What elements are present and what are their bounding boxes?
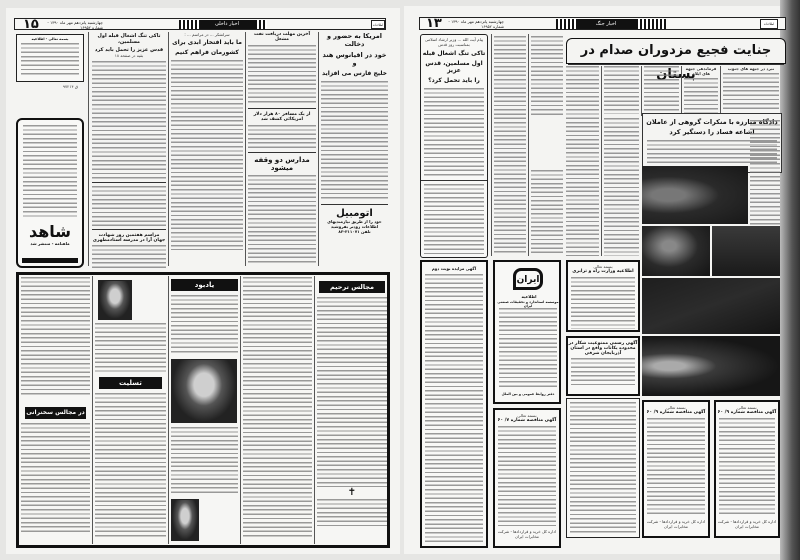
article-headline: قدس عزیز را تحمل باید کرد: [94, 47, 164, 53]
box-headline: تاکی تنگ اشغال قبله: [422, 50, 486, 57]
article-headline: مراسم هفتمین روز شهادت: [98, 233, 160, 238]
column-rule: [318, 32, 319, 266]
ad-kicker: بسمه تعالی: [517, 413, 537, 418]
obituary-notice: [95, 393, 166, 539]
ad-tender-3: [493, 408, 561, 548]
column-rule: [641, 66, 642, 116]
lead-headline: امریکا به حضور و دخالت: [326, 32, 383, 48]
ad-footer: اداره کل خرید و قراردادها - شرکت مخابرات ایران: [646, 519, 706, 529]
divider: [421, 180, 487, 181]
obituary-notice: [243, 277, 312, 539]
condolence-banner: تسلیت: [99, 377, 162, 389]
obituary-column-4: [243, 277, 312, 543]
right-page-masthead: [419, 17, 786, 30]
obituary-column-1: [21, 277, 90, 543]
ad-title: اطلاعیه وزارت راه و ترابری: [572, 269, 634, 274]
article-body: [248, 175, 316, 265]
article-body: [321, 81, 388, 201]
ad-tender-1: [714, 400, 780, 538]
column-rule: [240, 276, 241, 544]
ad-title: محدوده یکانات واقع در استان: [570, 346, 636, 351]
ad-tender-2: [642, 400, 710, 538]
ad-body: [571, 358, 635, 388]
divider: [248, 152, 316, 153]
car-ad-line: خود را از طریق نیازمندیهای: [327, 219, 382, 224]
article-headline: ما باید افتخار ابدی برای: [172, 39, 242, 46]
article-body: [531, 36, 563, 116]
article-headline: آخرین مهلت دریافت نفت مشعل: [253, 32, 311, 42]
cross-icon: ✝: [347, 487, 357, 498]
page-number: ۱۳: [426, 16, 442, 31]
ad-title: آگهی رسمی ممنوعیت شکار در: [568, 341, 638, 346]
article-headline: جهان آرا در مدرسه استادمطهری: [92, 238, 166, 243]
column-rule: [88, 32, 89, 266]
article-honor: [171, 32, 243, 264]
column-rule: [168, 276, 169, 544]
box-headline: اول مسلمین، قدس عزیز: [425, 60, 483, 74]
ad-body: [570, 402, 636, 534]
divider: [92, 229, 166, 230]
book-ad-title: شاهد: [28, 222, 72, 241]
article-oil: [248, 32, 316, 264]
box-headline: را باید تحمل کرد؟: [428, 77, 480, 84]
mourning-banner: مجالس ترحیم: [319, 281, 385, 293]
ad-body: [719, 418, 775, 516]
column-rule: [168, 32, 169, 266]
memorial-banner: یادبود: [171, 279, 238, 291]
article-body: [604, 66, 639, 114]
news-photo: [642, 166, 748, 224]
lead-headline: خود در اقیانوس هند و: [322, 51, 387, 67]
obituary-notice: [317, 297, 387, 487]
dateline: چهارشنبه پانزدهم مهر ماه ۱۳۹۰ - شماره ۱۶۹۵۲: [47, 20, 103, 30]
article-headline: مدارس دو وقفه میشود: [254, 156, 310, 172]
page-number: ۱۵: [23, 17, 39, 32]
book-ad-subtitle: ماهنامه - منتشر شد: [30, 241, 70, 246]
section-label: اخبار جنگ: [576, 19, 636, 29]
column-rule: [314, 276, 315, 544]
main-headline: جنایت فجیع مزدوران صدام در بستان: [580, 43, 772, 82]
obituary-column-3: [171, 277, 238, 543]
ad-company-name: موسسه استاندارد و تحقیقات صنعتی ایران: [497, 300, 559, 308]
column-rule: [720, 66, 721, 116]
ad-title: آگهی مناقصه شماره ۷/ ۶۰: [497, 418, 557, 423]
ad-body: [571, 277, 635, 329]
section-label: اخبار داخلی: [199, 20, 255, 29]
ad-title: آذربایجان شرقی: [584, 351, 622, 356]
article-body: [604, 118, 639, 256]
car-ad-line: تلفن ۳۱۱۰۷۱-۸۳: [338, 229, 371, 234]
box-body: [424, 88, 484, 176]
court-headline: اشاعه فساد را دستگیر کرد: [669, 128, 755, 136]
ad-auction: [420, 260, 488, 548]
box-kicker: پیام آیت الله ... وزیر ارشاد اسلامی بمناسبت روز قدس: [424, 37, 484, 47]
notice-box: [16, 34, 84, 82]
subheadline: فرماندهی جبهه های ایلام: [685, 66, 717, 76]
ad-body: [425, 274, 483, 542]
barcode-decoration: [179, 20, 199, 29]
news-photo: [642, 226, 710, 276]
portrait-photo: [171, 499, 199, 541]
article-quds: [92, 33, 166, 263]
barcode-decoration: [636, 19, 666, 29]
article-body: [644, 66, 679, 114]
ad-body: [498, 426, 556, 526]
column-rule: [681, 66, 682, 116]
newspaper-logo: اطلاعات: [760, 19, 778, 29]
obituary-column-2: [95, 277, 166, 543]
divider: [92, 182, 166, 183]
subheadline: نبرد در جبهه های جنوب: [727, 66, 775, 71]
ad-title: آگهی مناقصه شماره ۹/ ۶۰: [646, 410, 706, 415]
obituary-notice: [95, 323, 166, 373]
portrait-photo: [171, 359, 237, 423]
ad-footer: اداره کل خرید و قراردادها - شرکت مخابرات ایران: [717, 519, 777, 529]
divider: [321, 204, 388, 205]
notice-footer: ق ۹۷۲۱۴: [62, 84, 78, 89]
dateline: چهارشنبه پانزدهم مهر ماه ۱۳۹۰ - شماره ۱۶۹۵۲: [448, 19, 504, 29]
ad-title: اطلاعیه: [521, 294, 537, 299]
article-south-front: [723, 66, 779, 114]
news-photo: [642, 278, 780, 334]
article-headline: امریکائی کشف شد: [260, 117, 304, 122]
box-body: [424, 184, 484, 254]
barcode-decoration: [556, 19, 576, 29]
book-ad-footer-bar: [22, 258, 78, 263]
article-kicker: سرلشکر ... در مراسم ... :: [184, 32, 230, 37]
ad-kicker: بسمه تعالی: [593, 264, 613, 269]
article-body: [566, 66, 599, 256]
article-lead: [321, 32, 388, 264]
ad-title: آگهی مزایده نوبت دوم: [431, 266, 477, 271]
article-body: [494, 36, 526, 254]
ad-title: آگهی مناقصه شماره ۹/ ۶۰: [717, 410, 777, 415]
divider: [248, 108, 316, 109]
court-headline: دادگاه مبارزه با منکرات گروهی از عاملان: [646, 118, 778, 126]
lead-headline: خلیج فارس می افزاید: [321, 70, 387, 77]
ad-footer: اداره کل خرید و قراردادها - شرکت مخابرات ایران: [497, 529, 557, 539]
jump-line: بقیه در صفحه ۱۸: [114, 53, 144, 58]
article-headline: از یک مسافر ۸۰ هزار دلار: [253, 112, 311, 117]
barcode-decoration: [255, 20, 267, 29]
article-body: [248, 125, 316, 149]
ad-body: [647, 418, 705, 516]
notice-title: بسمه تعالی - اطلاعیه: [31, 37, 69, 41]
ad-kicker: بسمه تعالی: [666, 405, 686, 410]
news-photo: [642, 336, 780, 396]
article-body: [248, 45, 316, 105]
ad-body: [499, 308, 557, 388]
obituary-notice: [21, 423, 90, 535]
ad-text-column: [566, 398, 640, 538]
ad-standards-institute: [493, 260, 561, 404]
newspaper-logo: اطلاعات: [371, 20, 385, 29]
standards-logo: ایران: [513, 268, 543, 290]
article-body: [92, 245, 166, 271]
obituary-notice: [21, 277, 90, 397]
divider: [568, 64, 784, 65]
book-ad: [16, 118, 84, 268]
obituary-notice: [171, 295, 238, 355]
article-body: [171, 60, 243, 250]
obituary-notice: [171, 427, 238, 495]
ad-ministry-roads: [566, 260, 640, 332]
portrait-photo: [98, 280, 132, 320]
obituary-column-5: [317, 277, 387, 543]
ad-hunting-ban: [566, 336, 640, 396]
speech-banner: در مجالس سخنرانی: [25, 407, 86, 419]
article-body: [531, 170, 563, 254]
ad-kicker: بسمه تعالی: [737, 405, 757, 410]
column-rule: [491, 34, 492, 256]
car-ad-line: اطلاعات زودتر بفروشید: [330, 224, 379, 229]
column-rule: [601, 66, 602, 256]
column-rule: [245, 32, 246, 266]
quds-message-box: [420, 34, 488, 258]
article-headline: تاکی تنگ اشغال قبله اول مسلمین،: [97, 33, 161, 45]
obituary-notice: [317, 499, 387, 529]
article-body: [684, 78, 718, 116]
article-body: [723, 73, 779, 111]
news-photo: [712, 226, 780, 276]
article-headline: کشورمان فراهم کنیم: [175, 49, 239, 56]
left-page-masthead: [14, 18, 386, 30]
notice-body: [21, 43, 79, 77]
book-ad-body: [23, 125, 77, 217]
article-body: [92, 186, 166, 226]
article-body: [92, 61, 166, 179]
column-rule: [92, 276, 93, 544]
car-ad-title: اتومبیل: [336, 208, 373, 219]
article-ilam: [684, 66, 718, 114]
column-rule: [528, 34, 529, 256]
ad-footer: دفتر روابط عمومی و بین الملل: [501, 392, 555, 396]
